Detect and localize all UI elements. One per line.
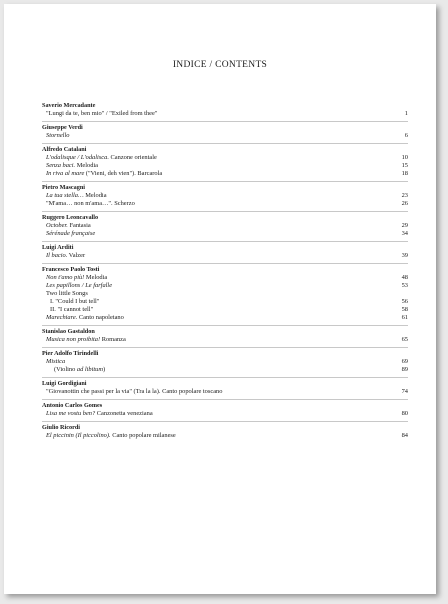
composer-name: Alfredo Catalani	[42, 146, 87, 153]
composer-name: Antonio Carlos Gomes	[42, 402, 103, 409]
composer-name: Giuseppe Verdi	[42, 124, 83, 131]
entry-title-text: Canto popolare milanese	[110, 432, 176, 439]
entry-title-text: Valzer	[67, 252, 86, 259]
toc-entry[interactable]	[42, 410, 408, 418]
page-number: 26	[401, 200, 408, 207]
toc-section	[42, 421, 408, 443]
composer-name: Saverio Mercadante	[42, 102, 96, 109]
toc-entry[interactable]	[42, 358, 408, 366]
toc-entry[interactable]	[42, 154, 408, 162]
toc-entry[interactable]	[42, 274, 408, 282]
entry-title	[46, 252, 85, 259]
page-number: 56	[401, 298, 408, 305]
page-number: 89	[401, 366, 408, 373]
entry-title	[46, 132, 69, 139]
page-number: 80	[401, 410, 408, 417]
page-number: 34	[401, 230, 408, 237]
entry-title-italic: Marechiare.	[46, 314, 78, 321]
toc-entry[interactable]	[42, 230, 408, 238]
table-of-contents	[42, 100, 408, 443]
entry-title-text: )	[102, 366, 106, 373]
toc-entry[interactable]	[42, 282, 408, 290]
composer-name: Pietro Mascagni	[42, 184, 86, 191]
entry-title-italic: In riva al mare	[46, 170, 85, 177]
entry-title-text: "M'ama… non m'ama…". Scherzo	[46, 200, 135, 207]
page-title: INDICE / CONTENTS	[172, 60, 268, 70]
toc-section	[42, 325, 408, 347]
entry-title	[46, 314, 124, 321]
composer-name: Stanislao Gastaldon	[42, 328, 95, 335]
entry-title-italic: Stornello	[46, 132, 70, 139]
toc-section	[42, 347, 408, 377]
document-page	[4, 4, 436, 594]
composer-name: Francesco Paolo Tosti	[42, 266, 100, 273]
entry-title-text: Romanza	[100, 336, 126, 343]
toc-entry[interactable]	[42, 192, 408, 200]
composer-name: Luigi Gordigiani	[42, 380, 87, 387]
toc-entry[interactable]	[42, 388, 408, 396]
entry-title	[50, 306, 93, 313]
entry-title-text: Melodia	[84, 274, 108, 281]
entry-title-text: Canzone orientale	[108, 154, 157, 161]
toc-entry[interactable]	[42, 290, 408, 298]
entry-title-text: Melodia	[83, 192, 107, 199]
page-number: 69	[401, 358, 408, 365]
toc-entry[interactable]	[42, 298, 408, 306]
entry-title	[46, 290, 88, 297]
entry-title-text: Melodia	[75, 162, 99, 169]
entry-title	[46, 192, 107, 199]
entry-title-italic: Lisa me vostu ben?	[46, 410, 96, 417]
entry-title-italic: El piccinin (Il piccolino).	[46, 432, 111, 439]
entry-title-text: II. "I cannot tell"	[50, 306, 94, 313]
toc-entry[interactable]	[42, 132, 408, 140]
page-number: 61	[401, 314, 408, 321]
entry-title-italic: ad libitum	[76, 366, 103, 373]
toc-section	[42, 211, 408, 241]
entry-title-italic: Il bacio.	[46, 252, 68, 259]
toc-section	[42, 181, 408, 211]
entry-title	[46, 358, 65, 365]
page-number: 10	[401, 154, 408, 161]
entry-title-italic: L'odalisque / L'odalisca.	[46, 154, 109, 161]
entry-title-italic: Senza baci.	[46, 162, 76, 169]
toc-section	[42, 121, 408, 143]
entry-title-text: ("Vieni, deh vien"). Barcarola	[84, 170, 163, 177]
page-number: 48	[401, 274, 408, 281]
toc-section	[42, 143, 408, 181]
toc-entry[interactable]	[42, 366, 408, 374]
entry-title	[46, 410, 153, 417]
entry-title	[46, 162, 98, 169]
entry-title	[46, 110, 157, 117]
toc-entry[interactable]	[42, 252, 408, 260]
entry-title	[50, 298, 99, 305]
entry-title-text: Two little Songs	[46, 290, 88, 297]
toc-section	[42, 263, 408, 325]
entry-title-text: Canzonetta veneziana	[95, 410, 153, 417]
page-number: 23	[401, 192, 408, 199]
entry-title-italic: Mistica	[46, 358, 66, 365]
toc-entry[interactable]	[42, 336, 408, 344]
page-number: 84	[401, 432, 408, 439]
entry-title-text: Fantasia	[67, 222, 91, 229]
page-number: 58	[401, 306, 408, 313]
entry-title	[46, 274, 107, 281]
toc-section	[42, 100, 408, 121]
toc-entry[interactable]	[42, 222, 408, 230]
entry-title-text: "Lungi da te, ben mio" / "Exiled from thee"	[46, 110, 158, 117]
page-number: 18	[401, 170, 408, 177]
page-number: 29	[401, 222, 408, 229]
entry-title-text: "Giovanottin che passi per la via" (Tra la la). Canto popolare toscano	[46, 388, 223, 395]
entry-title-text: Canto napoletano	[77, 314, 124, 321]
page-number: 15	[401, 162, 408, 169]
toc-section	[42, 377, 408, 399]
entry-title-italic: Musica non proibita!	[46, 336, 101, 343]
toc-section	[42, 241, 408, 263]
toc-entry[interactable]	[42, 306, 408, 314]
toc-entry[interactable]	[42, 314, 408, 322]
composer-name: Luigi Arditi	[42, 244, 74, 251]
page-number: 65	[401, 336, 408, 343]
toc-entry[interactable]	[42, 170, 408, 178]
toc-entry[interactable]	[42, 432, 408, 440]
entry-title	[46, 432, 176, 439]
toc-section	[42, 399, 408, 421]
entry-title	[46, 230, 95, 237]
entry-title	[46, 282, 112, 289]
entry-title	[46, 170, 162, 177]
entry-title	[46, 388, 222, 395]
page-number: 74	[401, 388, 408, 395]
entry-title-text: (Violino	[54, 366, 77, 373]
entry-title-italic: Non t'amo più!	[46, 274, 85, 281]
entry-title	[46, 200, 135, 207]
entry-title-italic: Sérénade française	[46, 230, 96, 237]
entry-title-italic: La tua stella…	[46, 192, 84, 199]
entry-title-italic: October.	[46, 222, 68, 229]
entry-title	[54, 366, 105, 373]
toc-entry[interactable]	[42, 162, 408, 170]
entry-title-italic: Les papillons / Le farfalle	[46, 282, 113, 289]
page-number: 53	[401, 282, 408, 289]
toc-entry[interactable]	[42, 110, 408, 118]
entry-title	[46, 222, 91, 229]
page-number: 6	[404, 132, 408, 139]
toc-entry[interactable]	[42, 200, 408, 208]
composer-name: Ruggero Leoncavallo	[42, 214, 99, 221]
entry-title-text: I. "Could I but tell"	[50, 298, 100, 305]
page-number: 39	[401, 252, 408, 259]
page-number: 1	[404, 110, 408, 117]
composer-name: Giulio Ricordi	[42, 424, 80, 431]
entry-title	[46, 336, 126, 343]
entry-title	[46, 154, 157, 161]
composer-name: Pier Adolfo Tirindelli	[42, 350, 99, 357]
